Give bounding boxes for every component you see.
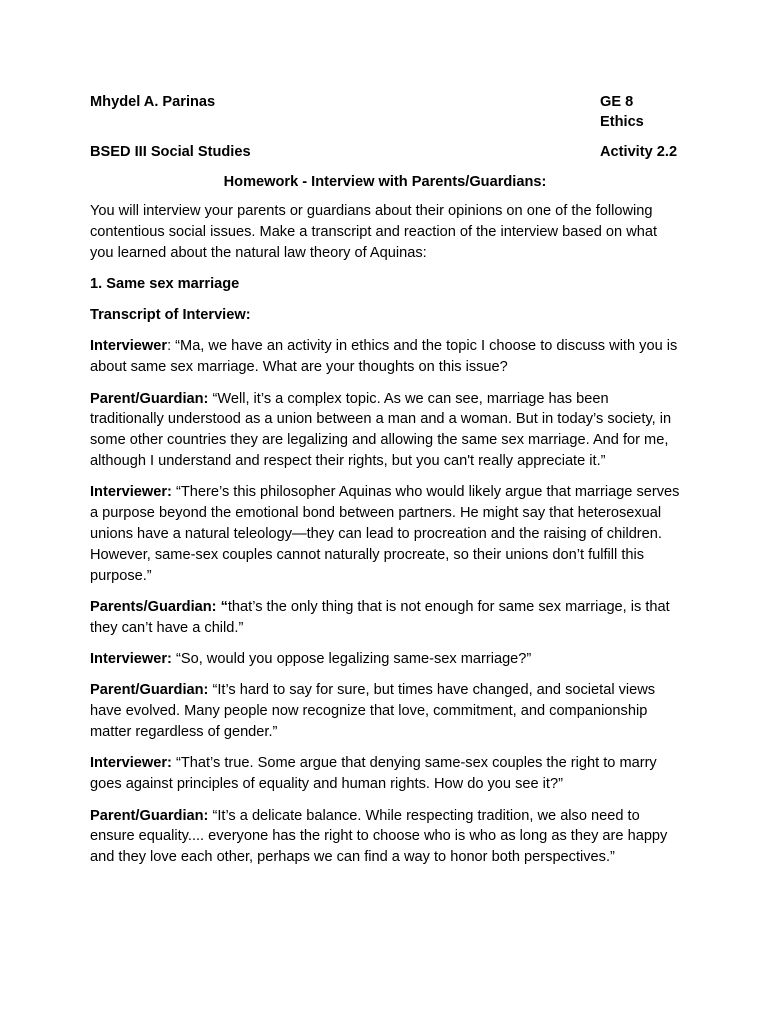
transcript-line (90, 680, 680, 742)
transcript-heading: Transcript of Interview: (90, 307, 251, 324)
speech-text: “It’s a delicate balance. While respecting tradition, we also need to ensure equality.... everyone has the right to choose who is who as long as they are happy and they love each other, perhaps we can find a way to honor both perspectives.” (90, 807, 668, 866)
speech-text: that’s the only thing that is not enough for same sex marriage, is that they can’t have a child.” (90, 598, 670, 636)
speaker-label: Parents/Guardian: “ (90, 598, 228, 615)
header-row-2 (90, 142, 680, 162)
speaker-separator: : (167, 338, 176, 355)
intro-paragraph: You will interview your parents or guardians about their opinions on one of the following contentious social issues. Make a transcript and reaction of the interview based on what you learned about the natural law theory of Aquinas: (90, 203, 658, 261)
speaker-label: Parent/Guardian: (90, 807, 209, 824)
student-name: Mhydel A. Parinas (90, 94, 216, 110)
transcript-line (90, 649, 680, 670)
transcript-line (90, 753, 680, 795)
speaker-label: Interviewer: (90, 755, 172, 772)
speaker-label: Interviewer: (90, 651, 172, 668)
topic-heading: 1. Same sex marriage (90, 275, 240, 292)
student-program: BSED III Social Studies (90, 144, 251, 160)
speech-text: “There’s this philosopher Aquinas who would likely argue that marriage serves a purpose beyond the emotional bond between partners. He might say that heterosexual unions have a natural teleology—they can lead to procreation and the raising of children. However, same-sex couples cannot naturally procreate, so their unions don’t fulfill this purpose.” (90, 484, 680, 584)
header-row-1 (90, 92, 680, 132)
activity-number: Activity 2.2 (600, 144, 678, 160)
speaker-label: Parent/Guardian: (90, 682, 209, 699)
transcript-line (90, 336, 680, 378)
speech-text: “It’s hard to say for sure, but times have changed, and societal views have evolved. Many people now recognize that love, commitment, and companionship matter regardless of gender.” (90, 682, 656, 741)
transcript-line (90, 597, 680, 639)
speaker-label: Interviewer: (90, 484, 172, 501)
speaker-label: Interviewer (90, 338, 168, 355)
transcript (90, 336, 680, 868)
course-name: GE 8 Ethics (600, 94, 644, 130)
transcript-line (90, 389, 680, 472)
speaker-label: Parent/Guardian: (90, 390, 209, 407)
transcript-line (90, 482, 680, 586)
speech-text: “That’s true. Some argue that denying same-sex couples the right to marry goes against principles of equality and human rights. How do you see it?” (90, 755, 657, 793)
document-body (90, 92, 680, 879)
homework-title: Homework - Interview with Parents/Guardians: (223, 174, 547, 190)
transcript-line (90, 806, 680, 868)
speech-text: “Ma, we have an activity in ethics and the topic I choose to discuss with you is about same sex marriage. What are your thoughts on this issue? (90, 338, 678, 376)
speech-text: “Well, it’s a complex topic. As we can see, marriage has been traditionally understood as a union between a man and a woman. But in today’s society, in some other countries they are legalizing and allowing the same sex marriage. And for me, although I understand and respect their rights, but you can't really appreciate it.” (90, 390, 672, 469)
speech-text: “So, would you oppose legalizing same-sex marriage?” (175, 651, 532, 668)
